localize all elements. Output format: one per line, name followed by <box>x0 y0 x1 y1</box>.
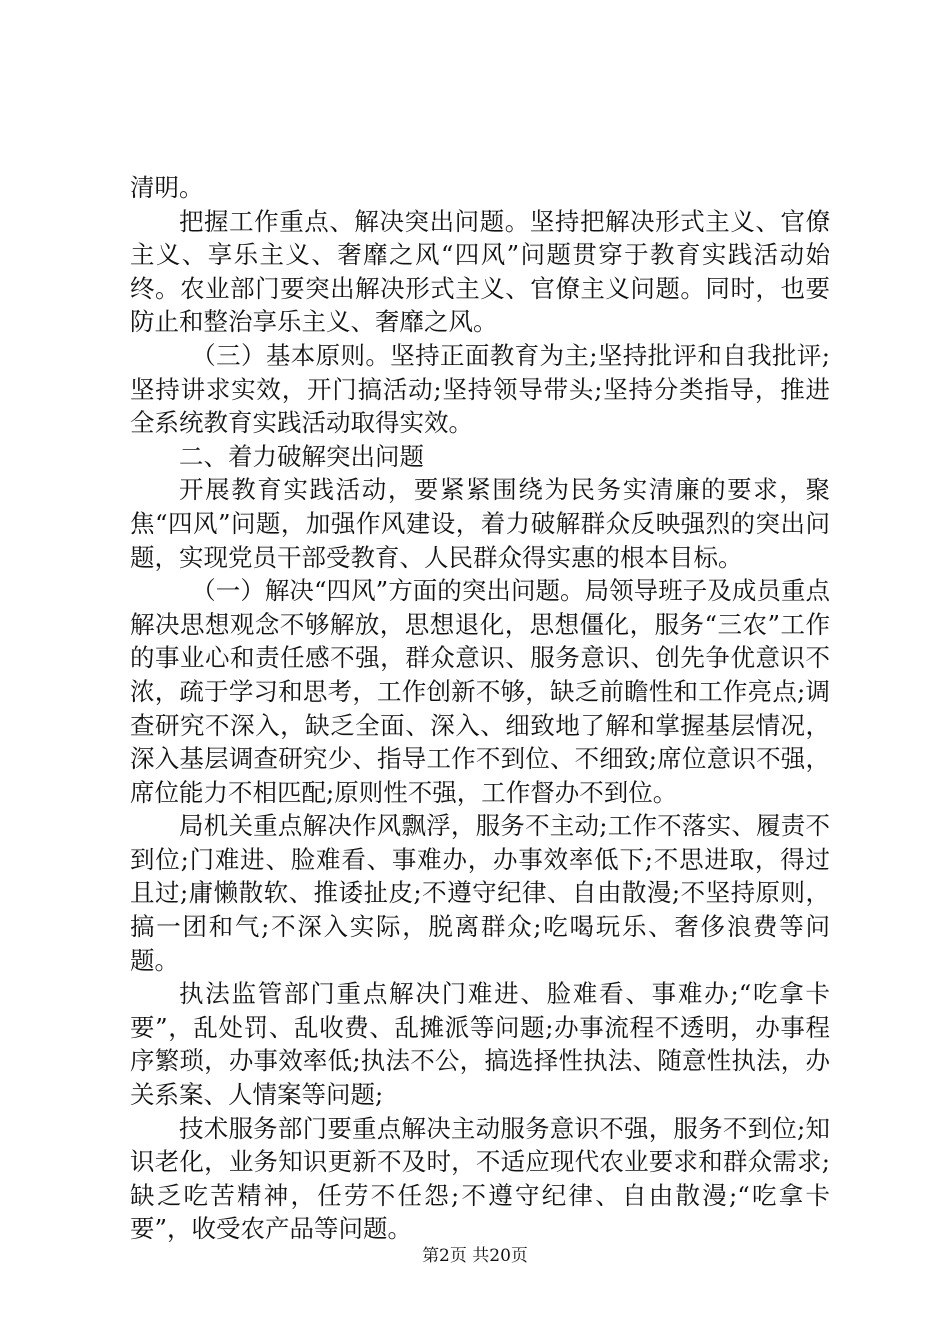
paragraph-technical-service: 技术服务部门要重点解决主动服务意识不强，服务不到位;知识老化，业务知识更新不及时，不适应现代农业要求和群众需求;缺乏吃苦精神，任劳不任怨;不遵守纪律、自由散漫;“吃拿卡要”，收受农产品等问题。 <box>130 1113 830 1244</box>
paragraph-activity-goal: 开展教育实践活动，要紧紧围绕为民务实清廉的要求，聚焦“四风”问题，加强作风建设，着力破解群众反映强烈的突出问题，实现党员干部受教育、人民群众得实惠的根本目标。 <box>130 475 830 572</box>
paragraph-law-enforcement: 执法监管部门重点解决门难进、脸难看、事难办;“吃拿卡要”，乱处罚、乱收费、乱摊派等问题;办事流程不透明，办事程序繁琐，办事效率低;执法不公，搞选择性执法、随意性执法，办关系案、人情案等问题; <box>130 979 830 1110</box>
paragraph-continuation: 清明。 <box>130 173 204 202</box>
paragraph-basic-principles: （三）基本原则。坚持正面教育为主;坚持批评和自我批评;坚持讲求实效，开门搞活动;坚持领导带头;坚持分类指导，推进全系统教育实践活动取得实效。 <box>130 340 830 438</box>
paragraph-four-winds-problems: （一）解决“四风”方面的突出问题。局领导班子及成员重点解决思想观念不够解放，思想退化，思想僵化，服务“三农”工作的事业心和责任感不强，群众意识、服务意识、创先争优意识不浓，疏于学习和思考，工作创新不够，缺乏前瞻性和工作亮点;调查研究不深入，缺乏全面、深入、细致地了解和掌握基层情况，深入基层调查研究少、指导工作不到位、不细致;席位意识不强，席位能力不相匹配;原则性不强，工作督办不到位。 <box>130 576 830 807</box>
paragraph-focus-problems: 把握工作重点、解决突出问题。坚持把解决形式主义、官僚主义、享乐主义、奢靡之风“四风”问题贯穿于教育实践活动始终。农业部门要突出解决形式主义、官僚主义问题。同时，也要防止和整治享乐主义、奢靡之风。 <box>130 206 830 337</box>
document-body <box>130 171 830 1246</box>
section-heading-2: 二、着力破解突出问题 <box>179 441 424 471</box>
page-number-footer: 第2页 共20页 <box>422 1246 528 1266</box>
paragraph-bureau-organs: 局机关重点解决作风飘浮，服务不主动;工作不落实、履责不到位;门难进、脸难看、事难办，办事效率低下;不思进取，得过且过;庸懒散软、推诿扯皮;不遵守纪律、自由散漫;不坚持原则，搞一团和气;不深入实际，脱离群众;吃喝玩乐、奢侈浪费等问题。 <box>130 811 830 975</box>
